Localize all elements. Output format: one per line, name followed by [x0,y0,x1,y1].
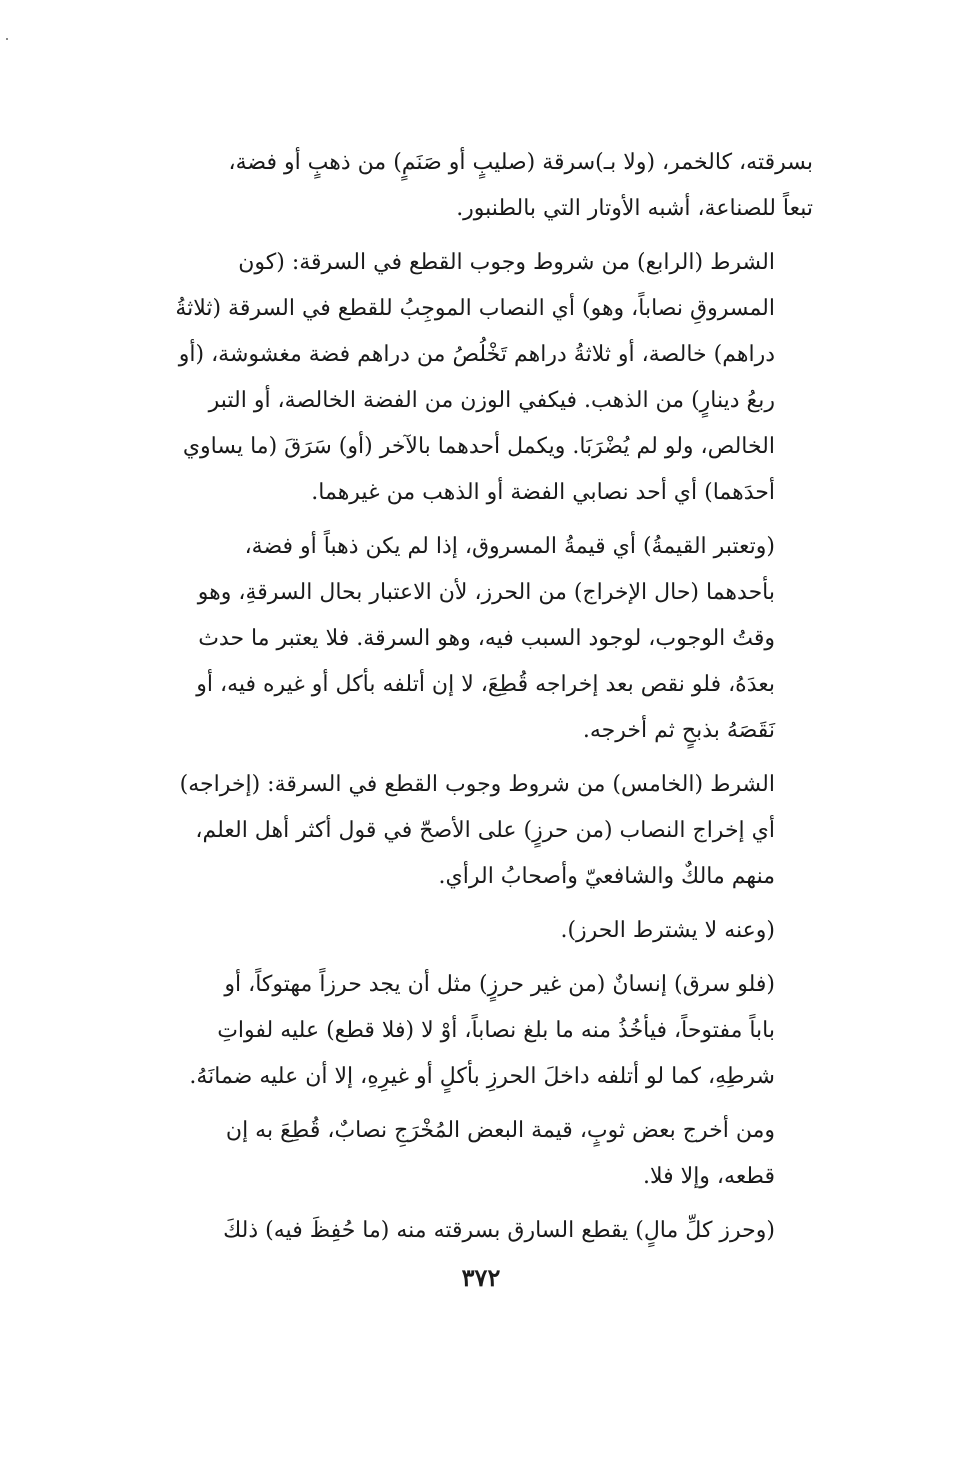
text-line: دراهم) خالصة، أو ثلاثةُ دراهم تَخْلُصُ من دراهم فضة مغشوشة، (أو [178,342,775,367]
text-line: تبعاً للصناعة، أشبه الأوتار التي بالطنبور. [456,196,813,221]
paragraph-1 [125,140,813,232]
text-line: منهم مالكٌ والشافعيّ وأصحابُ الرأي. [438,864,775,889]
text-line: أي إخراج النصاب (من حرزٍ) على الأصحّ في قول أكثر أهل العلم، [195,818,775,843]
text-line: (فلو سرق) إنسانٌ (من غير حرزٍ) مثل أن يجد حرزاً مهتوكاً، أو [224,972,775,997]
text-line: بأحدهما (حال الإخراج) من الحرز، لأن الاعتبار بحال السرقةِ، وهو [197,580,775,605]
paragraph-2 [125,240,813,516]
text-line: (وتعتبر القيمةُ) أي قيمةُ المسروق، إذا لم يكن ذهباً أو فضة، [244,534,775,559]
text-line: (وحرز كلِّ مالٍ) يقطع السارق بسرقته منه (ما حُفِظَ فيه) ذلكَ [223,1218,775,1243]
text-line: (وعنه لا يشترط الحرز). [560,918,775,943]
paragraph-6 [125,962,813,1100]
text-line: أحدَهما) أي أحد نصابي الفضة أو الذهب من غيرهما. [311,480,775,505]
paragraph-8 [125,1208,813,1254]
text-line: وقتُ الوجوب، لوجود السبب فيه، وهو السرقة. فلا يعتبر ما حدث [198,626,775,651]
text-line: باباً مفتوحاً، فيأخُذُ منه ما بلغ نصاباً، أوْ لا (فلا قطع) عليه لفواتِ [217,1018,775,1043]
text-line: قطعه، وإلا فلا. [643,1164,775,1189]
text-line: المسروقِ نصاباً، وهو) أي النصاب الموجِبُ للقطع في السرقة (ثلاثةُ [175,296,775,321]
text-line: نَقَصَهُ بذبحٍ ثم أخرجه. [582,718,775,743]
text-line: الشرط (الخامس) من شروط وجوب القطع في السرقة: (إخراجه) [179,772,775,797]
text-line: الشرط (الرابع) من شروط وجوب القطع في السرقة: (كون [238,250,775,275]
text-line: الخالص، ولو لم يُضْرَبَا. ويكمل أحدهما بالآخر (أو) سَرَقَ (ما يساوي [182,434,775,459]
page-number: ٣٧٢ [461,1263,501,1292]
body-text [125,140,813,1262]
text-line: ومن أخرج بعض ثوبٍ، قيمة البعض المُخْرَجِ نصابٌ، قُطِعَ به إن [225,1118,775,1143]
text-line: شرطِهِ، كما لو أتلفه داخلَ الحرزِ بأكلٍ أو غيرِهِ، إلا أن عليه ضمانَهُ. [189,1064,775,1089]
paragraph-7 [125,1108,813,1200]
text-line: ربعُ دينارٍ) من الذهب. فيكفي الوزن من الفضة الخالصة، أو التبر [208,388,775,413]
text-line: بعدَهُ، فلو نقص بعد إخراجه قُطِعَ، لا إن أتلفه بأكل أو غيره فيه، أو [196,672,775,697]
paragraph-5 [125,908,813,954]
paragraph-3 [125,524,813,754]
paragraph-4 [125,762,813,900]
scan-mark [6,38,8,40]
text-line: بسرقته، كالخمر، (ولا بـ)سرقة (صليبٍ أو صَنَمٍ) من ذهبٍ أو فضة، [228,150,813,175]
